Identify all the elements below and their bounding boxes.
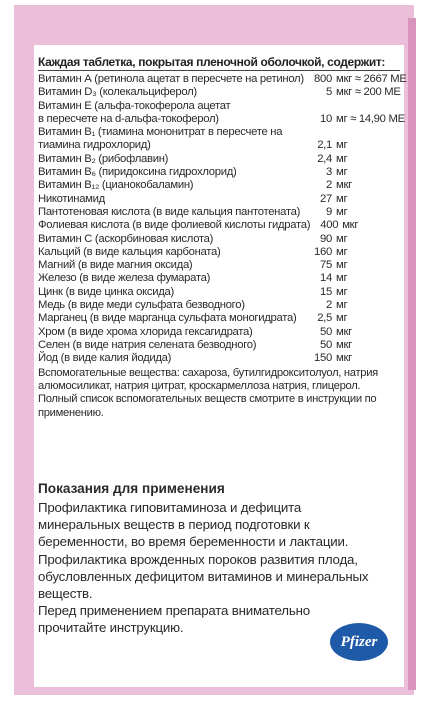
- ingredient-name: Хром (в виде хрома хлорида гексагидрата): [38, 325, 253, 338]
- ingredient-name: тиамина гидрохлорид): [38, 139, 151, 152]
- ingredient-name: Марганец (в виде марганца сульфата моногидрата): [38, 312, 297, 325]
- composition-row: [38, 233, 400, 246]
- ingredient-amount: 2,4: [317, 152, 332, 165]
- ingredient-unit: мг: [336, 312, 348, 325]
- ingredient-unit: мг: [336, 192, 348, 205]
- ingredient-name: Витамин B₂ (рибофлавин): [38, 152, 169, 165]
- ingredient-amount: 400: [320, 219, 339, 232]
- ingredient-unit: мкг: [336, 325, 352, 338]
- ingredient-amount: 50: [320, 325, 332, 338]
- ingredient-amount: 800: [314, 73, 332, 85]
- ingredient-amount: 75: [320, 259, 332, 272]
- ingredient-unit: мкг: [336, 352, 352, 365]
- ingredient-name: Никотинамид: [38, 192, 105, 205]
- composition-row: [38, 299, 400, 312]
- ingredient-name: Цинк (в виде цинка оксида): [38, 285, 174, 298]
- composition-row: [38, 100, 400, 113]
- ingredient-unit: мг: [336, 232, 348, 245]
- composition-header: Каждая таблетка, покрытая пленочной оболочкой, содержит:: [38, 55, 386, 69]
- ingredient-amount: 2: [326, 179, 332, 192]
- ingredient-unit: мкг: [336, 179, 352, 192]
- ingredient-unit: [336, 100, 400, 113]
- composition-row: [38, 286, 400, 299]
- composition-row: [38, 206, 400, 219]
- ingredient-unit: мг: [336, 245, 348, 258]
- ingredient-name: Железо (в виде железа фумарата): [38, 272, 211, 285]
- ingredient-amount: 90: [320, 232, 332, 245]
- composition-table: [38, 73, 407, 420]
- ingredient-amount: 10: [320, 112, 332, 125]
- composition-row: [38, 86, 400, 99]
- ingredient-amount: 5: [326, 86, 332, 99]
- ingredient-name: Кальций (в виде кальция карбоната): [38, 245, 221, 258]
- composition-row: [38, 339, 400, 352]
- ingredient-unit: мг: [336, 259, 348, 272]
- composition-row: [38, 179, 400, 192]
- ingredient-name: Витамин D₃ (колекальциферол): [38, 86, 197, 99]
- ingredient-unit: [336, 126, 400, 139]
- ingredient-unit: мг: [336, 272, 348, 285]
- ingredient-unit: мкг: [342, 219, 359, 232]
- ingredient-amount: 3: [326, 166, 332, 179]
- ingredient-amount: 160: [314, 245, 332, 258]
- ingredient-unit: мг: [336, 299, 348, 312]
- composition-row: [38, 193, 400, 206]
- composition-row: [38, 272, 400, 285]
- composition-row: [38, 126, 400, 139]
- ingredient-unit: мкг: [336, 338, 352, 351]
- package-side-edge: [408, 18, 416, 690]
- ingredient-unit: мг: [336, 139, 348, 152]
- ingredient-name: Пантотеновая кислота (в виде кальция пантотената): [38, 205, 301, 218]
- composition-row: [38, 153, 400, 166]
- header-divider: [38, 70, 400, 71]
- ingredient-name: Витамин B₁₂ (цианокобаламин): [38, 179, 194, 192]
- composition-row: [38, 112, 405, 126]
- ingredient-name: Медь (в виде меди сульфата безводного): [38, 299, 245, 312]
- ingredient-name: Витамин B₆ (пиридоксина гидрохлорид): [38, 166, 237, 179]
- ingredient-name: Витамин С (аскорбиновая кислота): [38, 232, 214, 245]
- ingredient-amount: 15: [320, 285, 332, 298]
- ingredient-amount: 9: [326, 205, 332, 218]
- ingredient-amount: [304, 100, 336, 113]
- ingredient-unit: мкг ≈ 2667 МЕ: [336, 73, 407, 85]
- ingredient-unit: мг: [336, 285, 348, 298]
- ingredient-amount: 2,5: [317, 312, 332, 325]
- pfizer-logo-text: Pfizer: [340, 633, 378, 650]
- indication-paragraph: Профилактика гиповитаминоза и дефицита минеральных веществ в период подготовки к беременности, во время беременности и лактации.: [38, 500, 349, 550]
- indication-paragraph: Профилактика врожденных пороков развития плода, обусловленных дефицитом витаминов и минеральных веществ.: [38, 551, 369, 602]
- label-panel: [34, 45, 407, 687]
- indications-title: Показания для применения: [38, 481, 225, 496]
- composition-row: [38, 259, 400, 272]
- composition-row: [38, 352, 400, 365]
- composition-row: [38, 219, 400, 232]
- composition-row: [38, 246, 400, 259]
- ingredient-unit: мкг ≈ 200 МЕ: [336, 86, 401, 99]
- composition-row: [38, 312, 400, 325]
- ingredient-amount: 2,1: [317, 139, 332, 152]
- excipients-text: Вспомогательные вещества: сахароза, бутилгидрокситолуол, натрия алюмосиликат, натрия цитрат, кроскармеллоза натрия, глицерол. Полный список вспомогательных веществ смотрите в инструкции по применению.: [38, 366, 378, 419]
- ingredient-unit: мг: [336, 152, 348, 165]
- ingredient-unit: мг: [336, 205, 348, 218]
- ingredient-amount: 50: [320, 338, 332, 351]
- ingredient-name: Витамин B₁ (тиамина мононитрат в пересчете на: [38, 126, 283, 139]
- pfizer-logo: [330, 623, 388, 661]
- ingredient-name: в пересчете на d-альфа-токоферол): [38, 112, 219, 125]
- ingredient-name: Селен (в виде натрия селената безводного): [38, 338, 257, 351]
- indications-text: [38, 499, 378, 637]
- ingredient-unit: мг ≈ 14,90 МЕ: [336, 112, 405, 125]
- ingredient-amount: [304, 126, 336, 139]
- composition-row: [38, 326, 400, 339]
- ingredient-amount: 150: [314, 352, 332, 365]
- ingredient-amount: 2: [326, 299, 332, 312]
- composition-row: [38, 73, 407, 86]
- composition-row: [38, 139, 400, 152]
- ingredient-name: Фолиевая кислота (в виде фолиевой кислоты гидрата): [38, 219, 311, 232]
- ingredient-name: Магний (в виде магния оксида): [38, 259, 193, 272]
- ingredient-unit: мг: [336, 166, 348, 179]
- composition-row: [38, 166, 400, 179]
- ingredient-name: Витамин А (ретинола ацетат в пересчете на ретинол): [38, 73, 304, 85]
- ingredient-amount: 14: [320, 272, 332, 285]
- ingredient-amount: 27: [320, 192, 332, 205]
- ingredient-name: Йод (в виде калия йодида): [38, 352, 172, 365]
- ingredient-name: Витамин Е (альфа-токоферола ацетат: [38, 99, 231, 112]
- indication-paragraph: Перед применением препарата внимательно прочитайте инструкцию.: [38, 603, 310, 636]
